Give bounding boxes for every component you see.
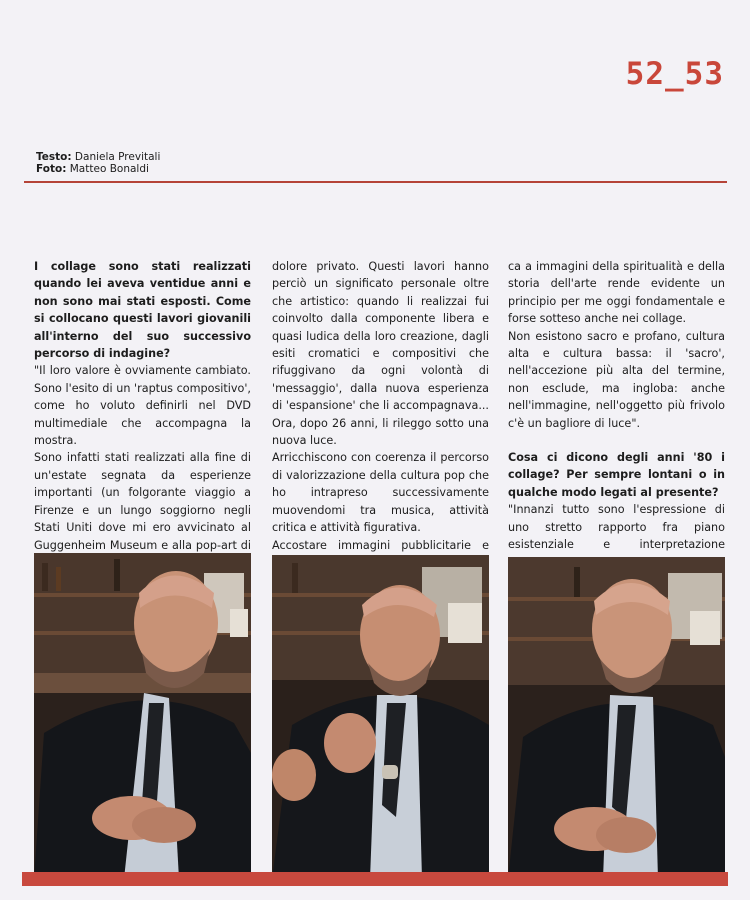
article-column-2 (272, 258, 489, 589)
footer-bar (22, 872, 728, 886)
photo-credit (36, 163, 160, 175)
credits (36, 151, 160, 175)
text-credit-label: Testo: (36, 151, 72, 163)
portrait-photo-2 (272, 555, 489, 879)
interview-question-2: Cosa ci dicono degli anni '80 i collage? Per sempre lontani o in qualche modo legati al presente? (508, 451, 725, 499)
text-credit (36, 151, 160, 163)
photo-credit-author: Matteo Bonaldi (69, 163, 149, 175)
answer-paragraph: Sono infatti stati realizzati alla fine di un'estate segnata da esperienze importanti (un folgorante viaggio a Firenze e un lungo soggiorno negli Stati Uniti dove mi ero avvicinato al Guggenheim Museum e alla pop-art di (34, 451, 251, 552)
answer-paragraph: ca a immagini della spiritualità e della storia dell'arte rende evidente un principio per me oggi fondamentale e forse sotteso anche nei collage. (508, 260, 725, 326)
answer-paragraph: Accostare immagini pubblicitarie e (272, 538, 489, 552)
answer-paragraph: Non esistono sacro e profano, cultura alta e cultura bassa: il 'sacro', nell'accezione più alta del termine, non esclude, ma ingloba: anche nell'immagine, nell'oggetto più frivolo c'è un bagliore di luce". (508, 329, 725, 430)
interview-question-1: I collage sono stati realizzati quando lei aveva ventidue anni e non sono mai stati esposti. Come si collocano questi lavori giovanili all'interno del suo successivo percorso di indagine? (34, 260, 251, 361)
answer-paragraph: dolore privato. Questi lavori hanno perciò un significato personale oltre che artistico: quando li realizzai fui coinvolto dalla componente libera e quasi ludica della loro creazione, dagli esiti cromatici e compositivi che rifuggivano da ogni volontà di 'messaggio', dalla nuova esperienza di 'espansione' che li accompagnava... Ora, dopo 26 anni, li rileggo sotto una nuova luce. (272, 260, 489, 448)
answer-paragraph: "Il loro valore è ovviamente cambiato. Sono l'esito di un 'raptus compositivo', come ho voluto definirli nel DVD multimediale che accompagna la mostra. (34, 364, 251, 448)
page-number: 52_53 (625, 56, 724, 92)
text-credit-author: Daniela Previtali (74, 151, 161, 163)
answer-paragraph: "Innanzi tutto sono l'espressione di uno stretto rapporto fra piano esistenziale e interpretazione (508, 503, 725, 552)
portrait-photo-1 (34, 553, 251, 879)
article-column-3 (508, 258, 725, 588)
answer-paragraph: Arricchiscono con coerenza il percorso di valorizzazione della cultura pop che ho intrapreso successivamente muovendomi tra musica, attività critica e attività figurativa. (272, 451, 489, 535)
portrait-photo-3 (508, 557, 725, 879)
photo-credit-label: Foto: (36, 163, 67, 175)
header-divider (24, 181, 727, 183)
